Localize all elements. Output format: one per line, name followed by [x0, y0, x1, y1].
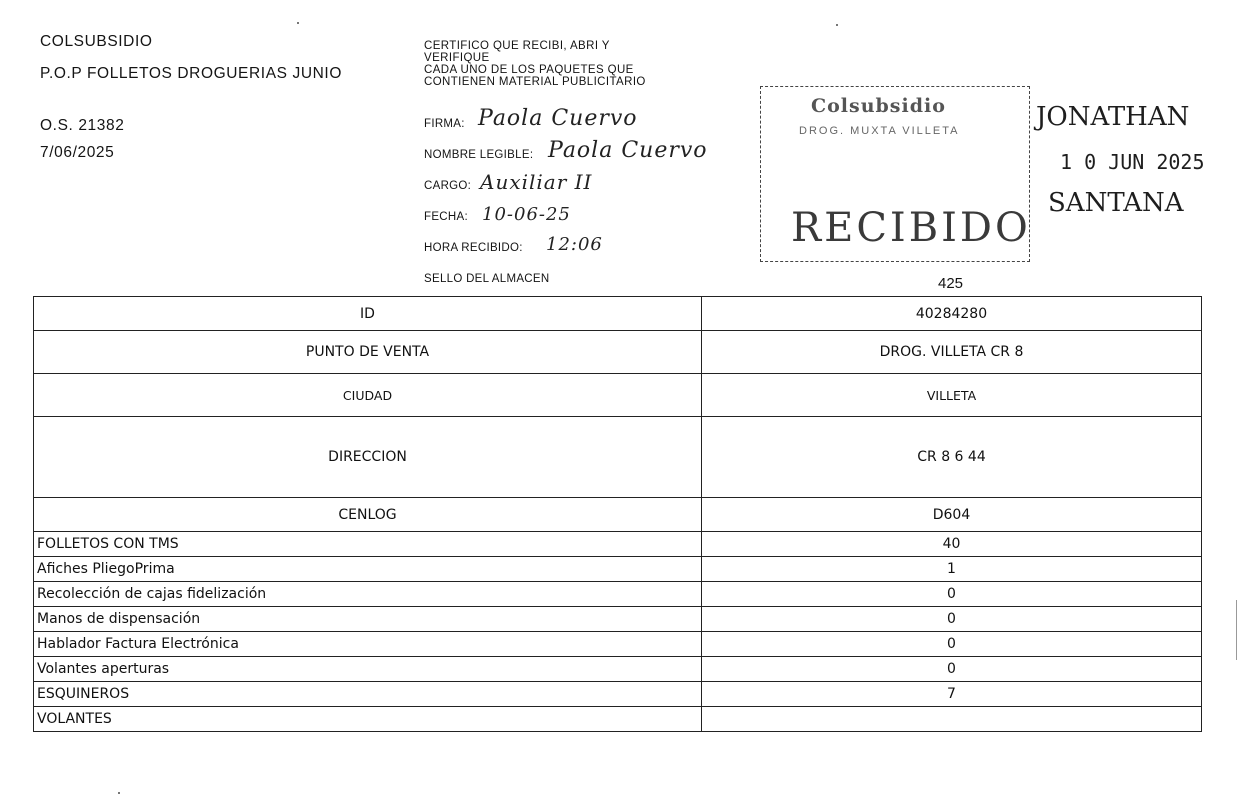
cargo-label: CARGO: — [424, 180, 472, 192]
stamp-branch: DROG. MUXTA VILLETA — [799, 125, 960, 137]
table-row — [34, 632, 1202, 657]
table-row — [34, 682, 1202, 707]
firma-label: FIRMA: — [424, 118, 465, 130]
sello-label: SELLO DEL ALMACEN — [424, 273, 550, 285]
id-value: 40284280 — [702, 297, 1202, 331]
item-value: 0 — [702, 657, 1202, 682]
cenlog-label: CENLOG — [34, 498, 702, 532]
delivery-table — [33, 296, 1202, 732]
cert-line: VERIFIQUE — [424, 52, 490, 64]
document-description: P.O.P FOLLETOS DROGUERIAS JUNIO — [40, 65, 342, 82]
stamp-received: RECIBIDO — [791, 205, 1031, 251]
table-row — [34, 498, 1202, 532]
item-label: Hablador Factura Electrónica — [34, 632, 702, 657]
fecha-value: 10-06-25 — [482, 204, 571, 225]
company-name: COLSUBSIDIO — [40, 33, 153, 50]
direccion-value: CR 8 6 44 — [702, 417, 1202, 498]
item-value — [702, 707, 1202, 732]
nombre-value: Paola Cuervo — [548, 138, 708, 163]
cargo-value: Auxiliar II — [480, 170, 593, 194]
scan-speckle — [836, 24, 838, 26]
item-value: 7 — [702, 682, 1202, 707]
item-label: VOLANTES — [34, 707, 702, 732]
document-date: 7/06/2025 — [40, 144, 115, 161]
stamp-date: 1 0 JUN 2025 — [1060, 150, 1205, 174]
cert-line: CONTIENEN MATERIAL PUBLICITARIO — [424, 76, 646, 88]
hora-label: HORA RECIBIDO: — [424, 242, 523, 254]
punto-value: DROG. VILLETA CR 8 — [702, 331, 1202, 374]
item-value: 40 — [702, 532, 1202, 557]
item-value: 0 — [702, 582, 1202, 607]
table-row — [34, 707, 1202, 732]
order-number: O.S. 21382 — [40, 117, 125, 134]
nombre-label: NOMBRE LEGIBLE: — [424, 149, 534, 161]
signer-first-name: JONATHAN — [1036, 102, 1190, 132]
cert-line: CERTIFICO QUE RECIBI, ABRI Y — [424, 40, 610, 52]
firma-signature: Paola Cuervo — [478, 106, 638, 131]
scan-speckle — [118, 792, 120, 794]
table-row — [34, 297, 1202, 331]
scan-edge-line — [1236, 600, 1237, 660]
table-row — [34, 331, 1202, 374]
table-row — [34, 417, 1202, 498]
hora-value: 12:06 — [546, 234, 603, 255]
item-label: Afiches PliegoPrima — [34, 557, 702, 582]
table-row — [34, 607, 1202, 632]
ciudad-value: VILLETA — [702, 374, 1202, 417]
table-row — [34, 582, 1202, 607]
item-value: 0 — [702, 607, 1202, 632]
item-label: Manos de dispensación — [34, 607, 702, 632]
item-label: ESQUINEROS — [34, 682, 702, 707]
signer-last-name: SANTANA — [1048, 188, 1184, 218]
table-row — [34, 532, 1202, 557]
id-label: ID — [34, 297, 702, 331]
table-row — [34, 557, 1202, 582]
reference-number: 425 — [938, 275, 964, 292]
table-row — [34, 657, 1202, 682]
ciudad-label: CIUDAD — [34, 374, 702, 417]
table-row — [34, 374, 1202, 417]
certification-text — [424, 40, 724, 88]
item-label: Volantes aperturas — [34, 657, 702, 682]
item-value: 1 — [702, 557, 1202, 582]
stamp-brand: Colsubsidio — [811, 95, 946, 117]
item-label: FOLLETOS CON TMS — [34, 532, 702, 557]
direccion-label: DIRECCION — [34, 417, 702, 498]
scan-speckle — [297, 22, 299, 24]
fecha-label: FECHA: — [424, 211, 468, 223]
item-label: Recolección de cajas fidelización — [34, 582, 702, 607]
cert-line: CADA UNO DE LOS PAQUETES QUE — [424, 64, 634, 76]
item-value: 0 — [702, 632, 1202, 657]
punto-label: PUNTO DE VENTA — [34, 331, 702, 374]
reception-stamp — [760, 86, 1030, 262]
cenlog-value: D604 — [702, 498, 1202, 532]
